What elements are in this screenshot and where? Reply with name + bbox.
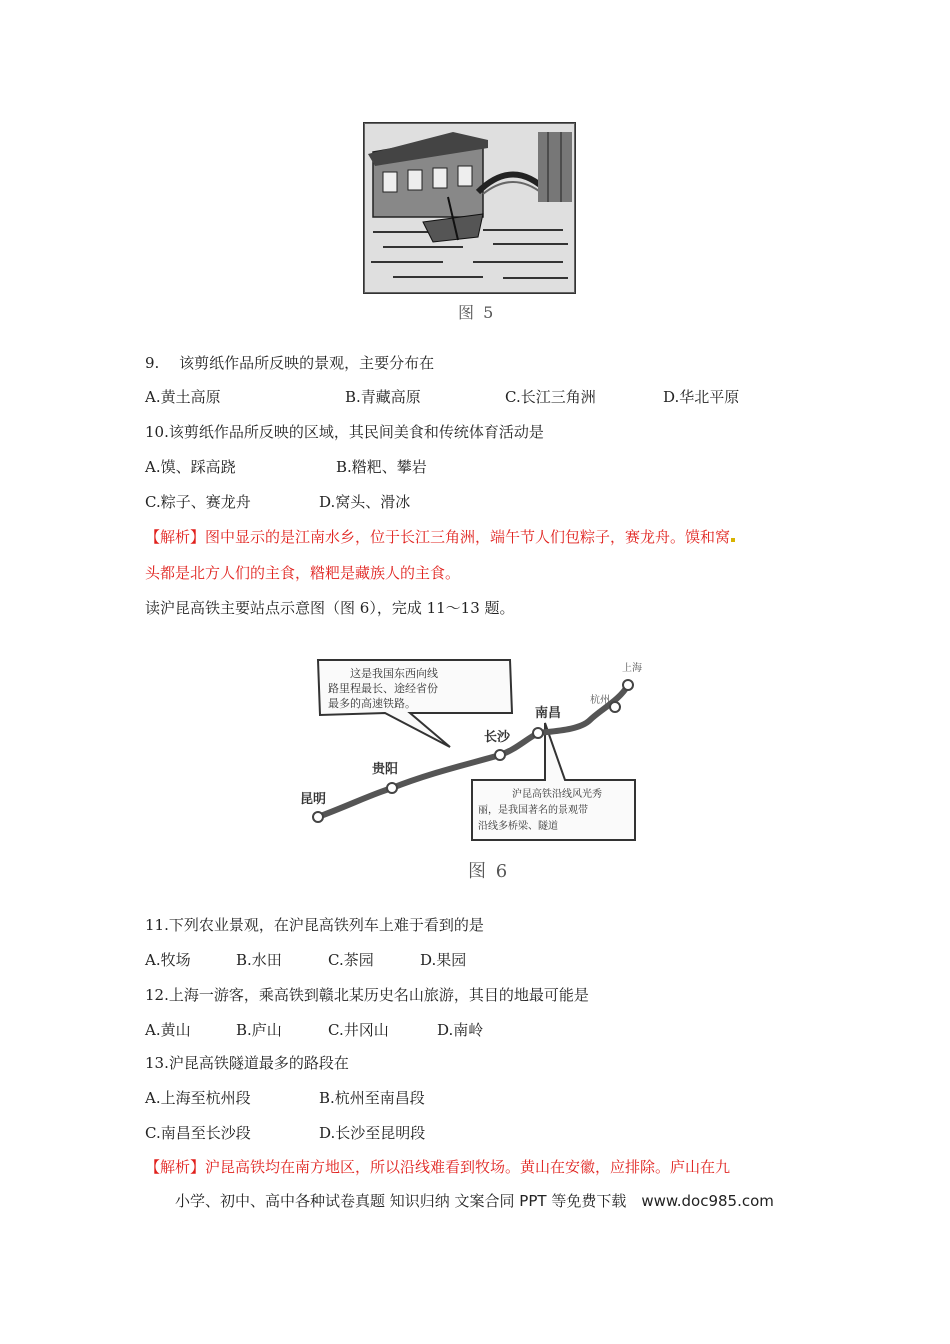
q12-option-b: B.庐山 [236,1021,282,1039]
analysis-1-line-1: 【解析】图中显示的是江南水乡，位于长江三角洲，端午节人们包粽子，赛龙舟。馍和窝 [145,527,735,547]
q12-stem: 12.上海一游客，乘高铁到赣北某历史名山旅游，其目的地最可能是 [145,986,589,1004]
station-nanchang: 南昌 [535,706,562,721]
q12-option-c: C.井冈山 [328,1021,389,1039]
station-changsha: 长沙 [484,730,511,745]
callout-2-line-2: 丽，是我国著名的景观带 [478,805,588,816]
q13-stem: 13.沪昆高铁隧道最多的路段在 [145,1054,349,1072]
figure-5-caption: 图 5 [458,303,496,322]
q13-option-d: D.长沙至昆明段 [319,1124,426,1142]
q12-option-d: D.南岭 [437,1021,484,1039]
figure-6-caption: 图 6 [468,861,510,882]
q9-stem: 9. 该剪纸作品所反映的景观，主要分布在 [145,354,435,372]
q12-option-a: A.黄山 [145,1021,191,1039]
q13-option-b: B.杭州至南昌段 [319,1089,425,1107]
q10-stem: 10.该剪纸作品所反映的区域，其民间美食和传统体育活动是 [145,423,544,441]
q10-option-a: A.馍、踩高跷 [145,458,236,476]
callout-1-line-1: 这是我国东西向线 [350,667,438,680]
callout-1-line-2: 路里程最长、途经省份 [328,682,438,695]
figure-6-intro: 读沪昆高铁主要站点示意图（图 6），完成 11～13 题。 [145,599,515,617]
q9-option-d: D.华北平原 [663,388,740,406]
q10-option-c: C.粽子、赛龙舟 [145,493,251,511]
q13-option-c: C.南昌至长沙段 [145,1124,251,1142]
q13-option-a: A.上海至杭州段 [145,1089,251,1107]
q11-stem: 11.下列农业景观，在沪昆高铁列车上难于看到的是 [145,916,484,934]
callout-1-line-3: 最多的高速铁路。 [328,697,416,710]
q10-option-b: B.糌粑、攀岩 [336,458,427,476]
station-hangzhou: 杭州 [590,695,610,706]
station-guiyang: 贵阳 [372,762,399,777]
paper-cut-figure [363,122,576,294]
station-kunming: 昆明 [300,792,327,807]
q11-option-c: C.茶园 [328,951,374,969]
analysis-1-line-2: 头都是北方人们的主食，糌粑是藏族人的主食。 [145,564,461,582]
page-footer: 小学、初中、高中各种试卷真题 知识归纳 文案合同 PPT 等免费下载 www.doc985.com [175,1192,774,1210]
q11-option-a: A.牧场 [145,951,191,969]
q9-option-c: C.长江三角洲 [505,388,596,406]
callout-2-line-3: 沿线多桥梁、隧道 [478,821,558,832]
station-shanghai: 上海 [622,663,642,674]
q9-option-a: A.黄土高原 [145,388,221,406]
q11-option-b: B.水田 [236,951,282,969]
callout-2-line-1: 沪昆高铁沿线风光秀 [512,789,602,800]
q11-option-d: D.果园 [420,951,467,969]
highlight-dot [731,538,735,542]
analysis-2-line-1: 【解析】沪昆高铁均在南方地区，所以沿线难看到牧场。黄山在安徽，应排除。庐山在九 [145,1158,731,1176]
q10-option-d: D.窝头、滑冰 [319,493,411,511]
q9-option-b: B.青藏高原 [345,388,421,406]
railway-map-figure [290,655,650,855]
